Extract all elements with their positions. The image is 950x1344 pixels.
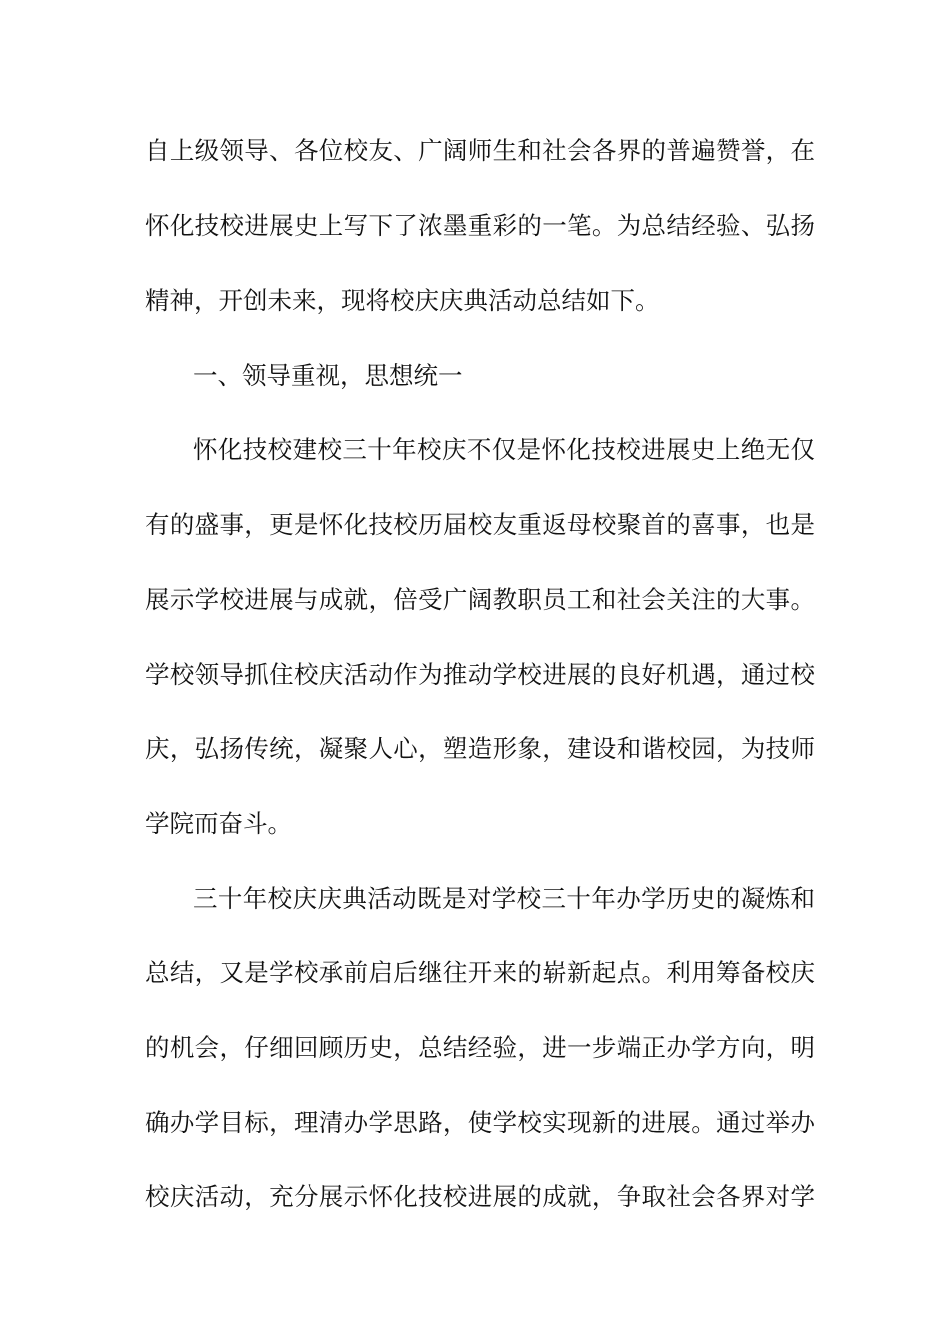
paragraph-line: 确办学目标，理清办学思路，使学校实现新的进展。通过举办 (145, 1108, 815, 1137)
paragraph-line: 自上级领导、各位校友、广阔师生和社会各界的普遍赞誉，在 (145, 136, 815, 165)
paragraph-line: 三十年校庆庆典活动既是对学校三十年办学历史的凝炼和 (193, 884, 815, 913)
paragraph-line: 怀化技校建校三十年校庆不仅是怀化技校进展史上绝无仅 (193, 435, 815, 464)
paragraph-line: 怀化技校进展史上写下了浓墨重彩的一笔。为总结经验、弘扬 (145, 211, 815, 240)
paragraph-line: 校庆活动，充分展示怀化技校进展的成就，争取社会各界对学 (145, 1182, 815, 1211)
paragraph-line: 学院而奋斗。 (145, 809, 292, 838)
paragraph-line: 精神，开创未来，现将校庆庆典活动总结如下。 (145, 286, 660, 315)
paragraph-line: 总结，又是学校承前启后继往开来的崭新起点。利用筹备校庆 (145, 958, 815, 987)
paragraph-line: 学校领导抓住校庆活动作为推动学校进展的良好机遇，通过校 (145, 660, 815, 689)
paragraph-line: 庆，弘扬传统，凝聚人心，塑造形象，建设和谐校园，为技师 (145, 734, 815, 763)
paragraph-line: 展示学校进展与成就，倍受广阔教职员工和社会关注的大事。 (145, 585, 815, 614)
paragraph-line: 的机会，仔细回顾历史，总结经验，进一步端正办学方向，明 (145, 1033, 815, 1062)
section-heading: 一、领导重视，思想统一 (193, 361, 463, 390)
paragraph-line: 有的盛事，更是怀化技校历届校友重返母校聚首的喜事，也是 (145, 510, 815, 539)
